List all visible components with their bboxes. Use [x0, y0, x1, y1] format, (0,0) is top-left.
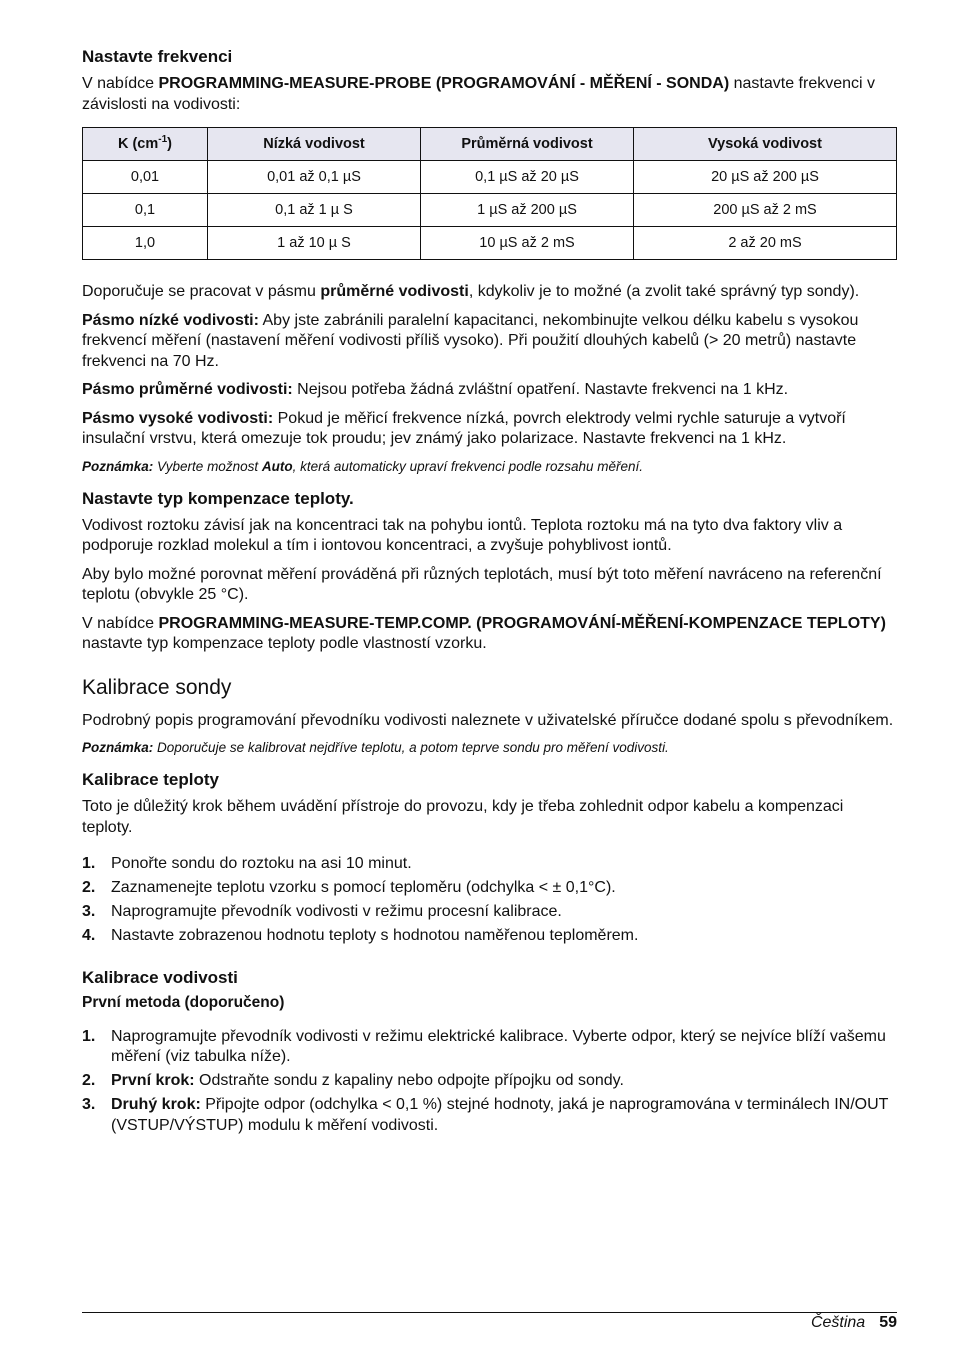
table-row: [83, 227, 897, 260]
table-header-high: Vysoká vodivost: [634, 128, 897, 161]
page-number: 59: [879, 1314, 897, 1331]
section-heading-probe-calibration: Kalibrace sondy: [82, 675, 232, 699]
page-footer: [82, 1312, 897, 1331]
table-cell: 0,01 až 0,1 µS: [208, 161, 421, 194]
temp-calibration-paragraph: Toto je důležitý krok během uvádění přístroje do provozu, kdy je třeba zohlednit odpor kabelu a kompenzaci teploty.: [82, 798, 844, 836]
table-cell: 0,1 µS až 20 µS: [421, 161, 634, 194]
table-header-low: Nízká vodivost: [208, 128, 421, 161]
table-header-mid: Průměrná vodivost: [421, 128, 634, 161]
table-cell: 0,1 až 1 µ S: [208, 194, 421, 227]
table-cell: 200 µS až 2 mS: [634, 194, 897, 227]
list-item: 3. Druhý krok: Připojte odpor (odchylka < 0,1 %) stejné hodnoty, jaká je naprogramována v terminálech IN/OUT (VSTUP/VÝSTUP) modulu k měření vodivosti.: [82, 1096, 889, 1134]
table-cell: 0,1: [83, 194, 208, 227]
table-cell: 1,0: [83, 227, 208, 260]
temp-calibration-steps: [82, 854, 897, 947]
list-item: 1. Ponořte sondu do roztoku na asi 10 minut.: [82, 855, 412, 872]
section-heading-temp-calibration: Kalibrace teploty: [82, 770, 219, 789]
table-header-row: [83, 128, 897, 161]
conductivity-calibration-steps: [82, 1027, 897, 1137]
method-subheading: První metoda (doporučeno): [82, 993, 285, 1011]
temp-comp-paragraph-2: Aby bylo možné porovnat měření prováděná při různých teplotách, musí být toto měření navráceno na referenční teplotu (obvykle 25 °C).: [82, 565, 882, 603]
frequency-note: Poznámka: Vyberte možnost Auto, která automaticky upraví frekvenci podle rozsahu měření.: [82, 458, 644, 474]
frequency-intro: V nabídce PROGRAMMING-MEASURE-PROBE (PROGRAMOVÁNÍ - MĚŘENÍ - SONDA) nastavte frekvenci v závislosti na vodivosti:: [82, 75, 876, 113]
frequency-table: [82, 127, 897, 260]
table-cell: 10 µS až 2 mS: [421, 227, 634, 260]
table-cell: 2 až 20 mS: [634, 227, 897, 260]
table-cell: 20 µS až 200 µS: [634, 161, 897, 194]
table-row: [83, 161, 897, 194]
section-heading-conductivity-calibration: Kalibrace vodivosti: [82, 967, 238, 987]
mid-conductivity-paragraph: Pásmo průměrné vodivosti: Nejsou potřeba žádná zvláštní opatření. Nastavte frekvenci na 1 kHz.: [82, 381, 789, 398]
list-item: 3. Naprogramujte převodník vodivosti v režimu procesní kalibrace.: [82, 903, 562, 920]
temp-comp-paragraph-3: V nabídce PROGRAMMING-MEASURE-TEMP.COMP. (PROGRAMOVÁNÍ-MĚŘENÍ-KOMPENZACE TEPLOTY) nastavte typ kompenzace teploty podle vlastností vzorku.: [82, 614, 886, 652]
table-cell: 1 µS až 200 µS: [421, 194, 634, 227]
probe-calibration-paragraph: Podrobný popis programování převodníku vodivosti naleznete v uživatelské příručce dodané spolu s převodníkem.: [82, 711, 894, 729]
table-cell: 1 až 10 µ S: [208, 227, 421, 260]
section-heading-temp-comp: Nastavte typ kompenzace teploty.: [82, 488, 354, 508]
recommendation-paragraph: Doporučuje se pracovat v pásmu průměrné vodivosti, kdykoliv je to možné (a zvolit také správný typ sondy).: [82, 283, 860, 300]
high-conductivity-paragraph: Pásmo vysoké vodivosti: Pokud je měřicí frekvence nízká, povrch elektrody velmi rychle saturuje a vytvoří insulační vrstvu, která omezuje tok proudu; jev známý jako polarizace. Nastavte frekvenci na 1 kHz.: [82, 409, 846, 447]
table-row: [83, 194, 897, 227]
page-content: [82, 46, 897, 1146]
table-header-k: K $(cm^{-1})$: [83, 128, 208, 161]
section-heading-frequency: Nastavte frekvenci: [82, 47, 233, 66]
list-item: 1. Naprogramujte převodník vodivosti v režimu elektrické kalibrace. Vyberte odpor, který se nejvíce blíží vašemu měření (viz tabulka níže).: [82, 1027, 886, 1065]
temp-comp-paragraph-1: Vodivost roztoku závisí jak na koncentraci tak na pohybu iontů. Teplota roztoku má na tyto dva faktory vliv a podporuje rozklad molekul a tím i iontovou koncentraci, a zvyšuje pohyblivost iontů.: [82, 516, 843, 554]
list-item: 2. Zaznamenejte teplotu vzorku s pomocí teploměru (odchylka < ± 0,1°C).: [82, 879, 616, 896]
list-item: 4. Nastavte zobrazenou hodnotu teploty s hodnotou naměřenou teploměrem.: [82, 927, 639, 944]
probe-calibration-note: Poznámka: Doporučuje se kalibrovat nejdříve teplotu, a potom teprve sondu pro měření vodivosti.: [82, 740, 669, 755]
footer-language: Čeština: [810, 1314, 866, 1331]
list-item: 2. První krok: Odstraňte sondu z kapaliny nebo odpojte přípojku od sondy.: [82, 1072, 624, 1089]
low-conductivity-paragraph: Pásmo nízké vodivosti: Aby jste zabránili paralelní kapacitanci, nekombinujte velkou délku kabelu s vysokou frekvencí měření (nastavení měření vodivosti příliš vysoko). Při použití dlouhých kabelů (> 20 metrů) nastavte frekvenci na 70 Hz.: [82, 311, 859, 370]
table-cell: 0,01: [83, 161, 208, 194]
